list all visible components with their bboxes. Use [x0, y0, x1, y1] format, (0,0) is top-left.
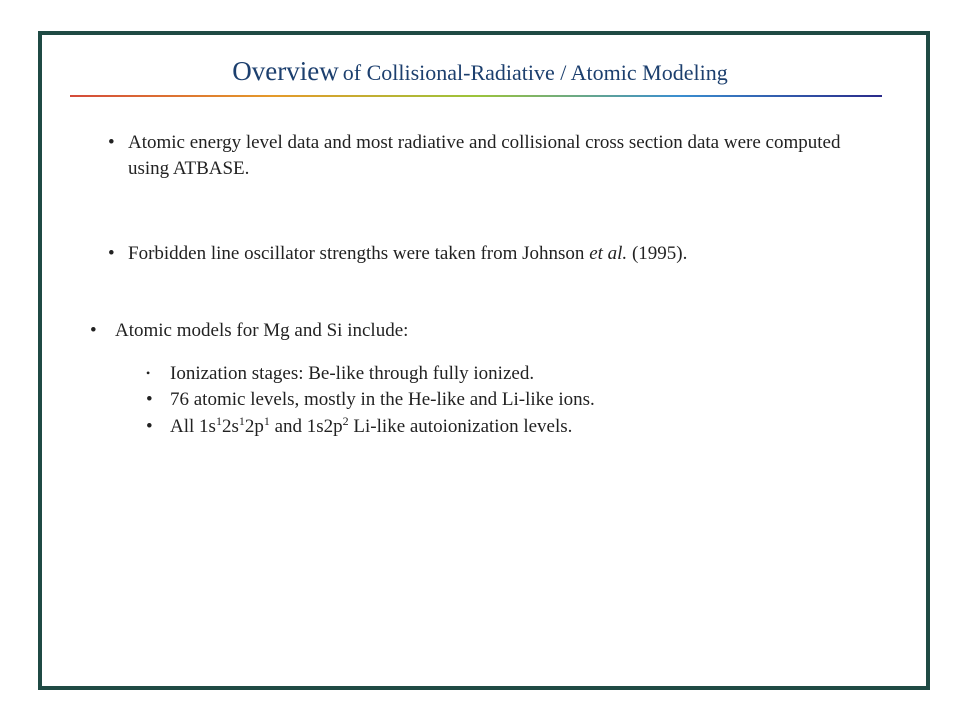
subbullet-text: Ionization stages: Be-like through fully ionized.: [170, 363, 535, 384]
bullet-atbase: [108, 130, 868, 182]
bullet-text-pre: Forbidden line oscillator strengths were taken from Johnson: [128, 243, 590, 264]
bullet-atomic-models: [90, 318, 850, 344]
bullet-text-italic: et al.: [589, 243, 628, 264]
slide-title: [0, 56, 960, 87]
bullet-text: Atomic models for Mg and Si include:: [115, 320, 409, 341]
subbullet-text-b: 2s: [221, 416, 239, 437]
subbullet-atomic-levels: [146, 387, 595, 413]
title-rest: of Collisional-Radiative / Atomic Modeling: [342, 60, 728, 85]
bullet-text: Atomic energy level data and most radiative and collisional cross section data were computed using ATBASE.: [128, 132, 841, 179]
bullet-dot: •: [108, 132, 115, 153]
subbullet-text-a: All 1s: [170, 416, 216, 437]
bullet-dot: •: [90, 320, 97, 341]
bullet-text: [108, 241, 868, 267]
superscript: 1: [215, 414, 222, 428]
subbullet-text-e: Li-like autoionization levels.: [348, 416, 573, 437]
subbullet-dot: •: [146, 389, 153, 410]
subbullet-autoionization-levels: [146, 414, 572, 440]
subbullet-text-c: 2p: [244, 416, 264, 437]
subbullet-text-d: and 1s2p: [269, 416, 343, 437]
superscript: 1: [263, 414, 270, 428]
superscript: 2: [342, 414, 349, 428]
title-divider: [70, 95, 882, 97]
bullet-dot: •: [108, 243, 115, 264]
subbullet-ionization-stages: [146, 360, 534, 387]
title-main: Overview: [232, 56, 339, 86]
subbullet-dot: •: [146, 416, 153, 437]
superscript: 1: [238, 414, 245, 428]
bullet-text-post: (1995).: [627, 243, 688, 264]
bullet-forbidden-lines: [108, 241, 868, 267]
subbullet-dot: •: [146, 366, 151, 380]
subbullet-text: 76 atomic levels, mostly in the He-like and Li-like ions.: [170, 389, 595, 410]
